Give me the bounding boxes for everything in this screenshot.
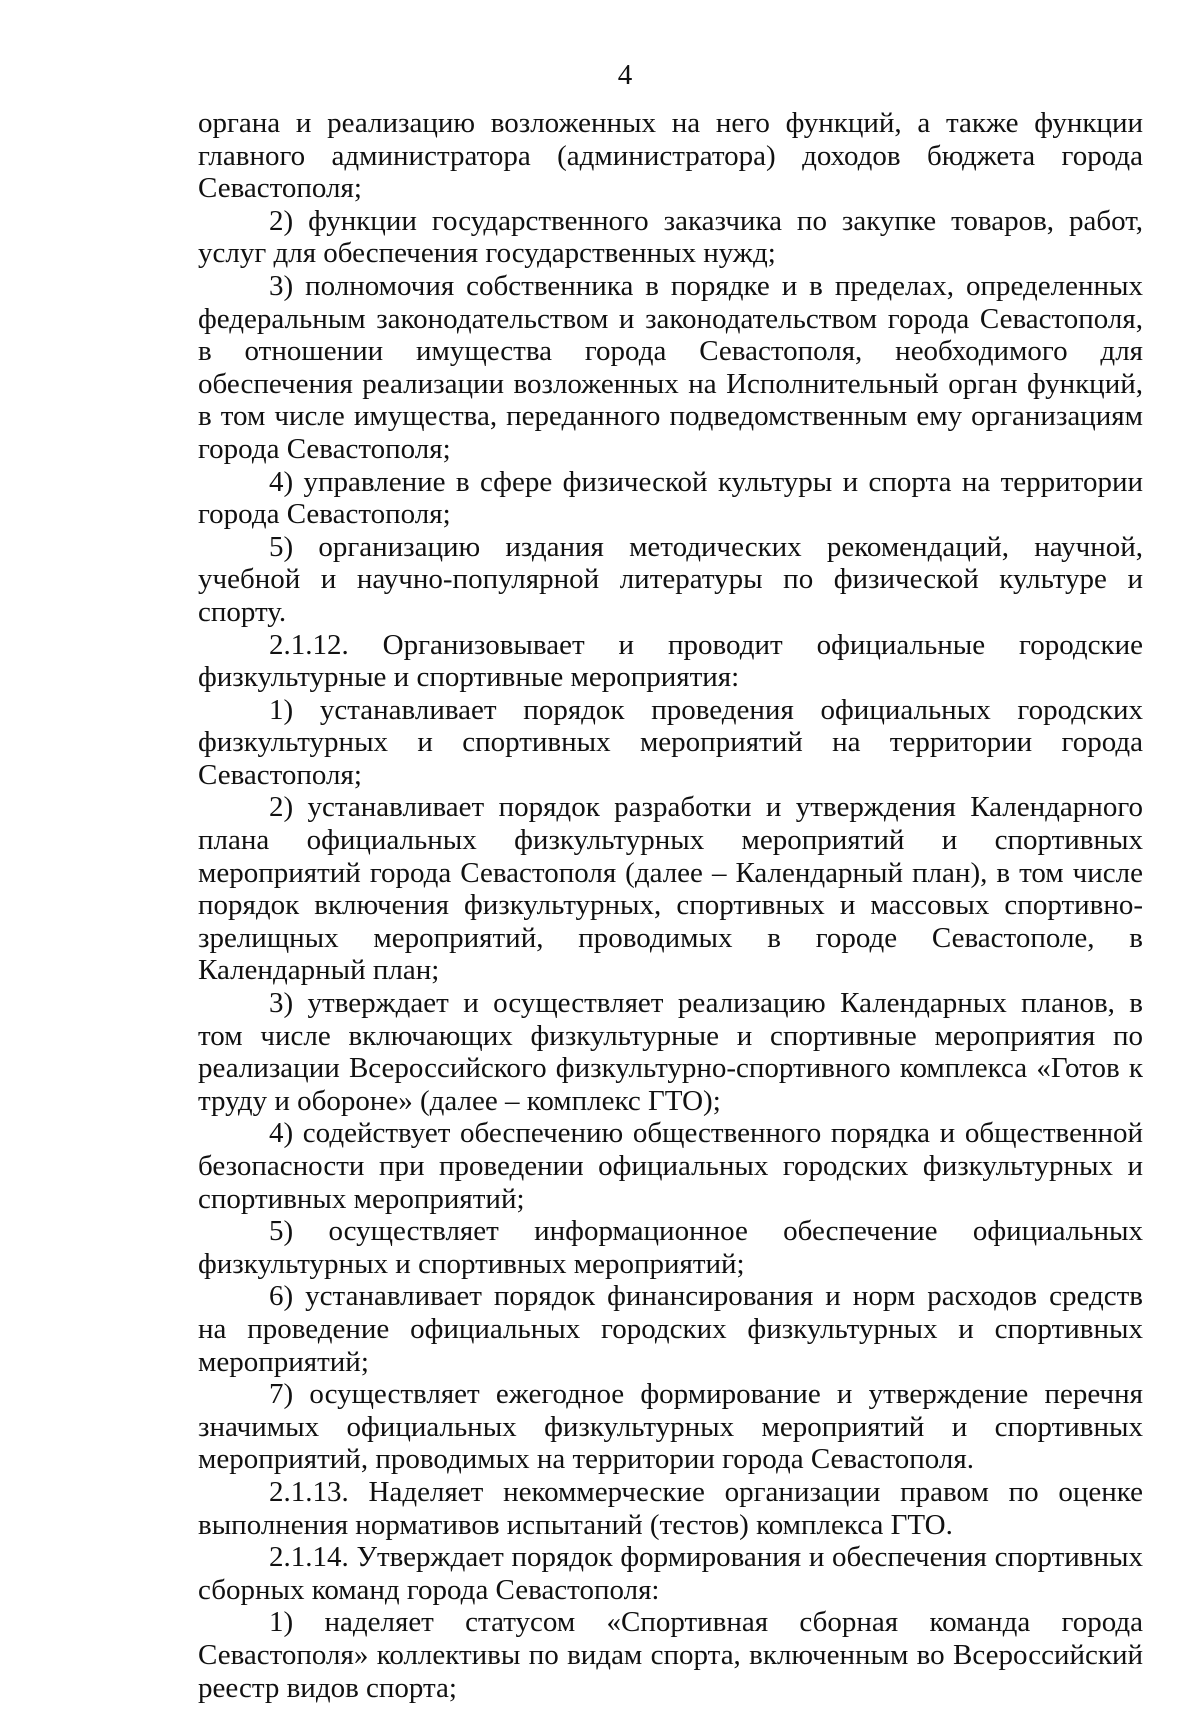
paragraph-item-4: 4) управление в сфере физической культуры и спорта на территории города Севастополя;: [198, 465, 1143, 531]
paragraph-subitem-4: 4) содействует обеспечению общественного порядка и общественной безопасности при проведении официальных городских физкультурных и спортивных мероприятий;: [198, 1117, 1143, 1215]
paragraph-subitem-1: 1) устанавливает порядок проведения официальных городских физкультурных и спортивных мероприятий на территории города Севастополя;: [198, 693, 1143, 791]
paragraph-item-5: 5) организацию издания методических рекомендаций, научной, учебной и научно-популярной литературы по физической культуре и спорту.: [198, 530, 1143, 628]
paragraph-subitem-1-status: 1) наделяет статусом «Спортивная сборная команда города Севастополя» коллективы по видам спорта, включенным во Всероссийский реестр видов спорта;: [198, 1606, 1143, 1704]
paragraph-subitem-3: 3) утверждает и осуществляет реализацию Календарных планов, в том числе включающих физкультурные и спортивные мероприятия по реализации Всероссийского физкультурно-спортивного комплекса «Готов к труду и обороне» (далее – комплекс ГТО);: [198, 987, 1143, 1117]
paragraph-subitem-5: 5) осуществляет информационное обеспечение официальных физкультурных и спортивных мероприятий;: [198, 1215, 1143, 1280]
paragraph-clause-2-1-14: 2.1.14. Утверждает порядок формирования и обеспечения спортивных сборных команд города Севастополя:: [198, 1541, 1143, 1606]
paragraph-subitem-7: 7) осуществляет ежегодное формирование и утверждение перечня значимых официальных физкультурных мероприятий и спортивных мероприятий, проводимых на территории города Севастополя.: [198, 1378, 1143, 1476]
page-number: 4: [617, 59, 633, 91]
paragraph-clause-2-1-12: 2.1.12. Организовывает и проводит официальные городские физкультурные и спортивные мероприятия:: [198, 628, 1143, 694]
document-body: [198, 107, 1143, 1704]
paragraph-subitem-2: 2) устанавливает порядок разработки и утверждения Календарного плана официальных физкультурных мероприятий и спортивных мероприятий города Севастополя (далее – Календарный план), в том числе порядок включения физкультурных, спортивных и массовых спортивно-зрелищных мероприятий, проводимых в городе Севастополе, в Календарный план;: [198, 791, 1143, 987]
paragraph-subitem-6: 6) устанавливает порядок финансирования и норм расходов средств на проведение официальных городских физкультурных и спортивных мероприятий;: [198, 1280, 1143, 1378]
paragraph-clause-2-1-13: 2.1.13. Наделяет некоммерческие организации правом по оценке выполнения нормативов испытаний (тестов) комплекса ГТО.: [198, 1475, 1143, 1541]
paragraph-continuation: органа и реализацию возложенных на него функций, а также функции главного администратора (администратора) доходов бюджета города Севастополя;: [198, 107, 1143, 205]
paragraph-item-3: 3) полномочия собственника в порядке и в пределах, определенных федеральным законодательством и законодательством города Севастополя, в отношении имущества города Севастополя, необходимого для обеспечения реализации возложенных на Исполнительный орган функций, в том числе имущества, переданного подведомственным ему организациям города Севастополя;: [198, 269, 1143, 465]
paragraph-item-2: 2) функции государственного заказчика по закупке товаров, работ, услуг для обеспечения государственных нужд;: [198, 204, 1143, 270]
